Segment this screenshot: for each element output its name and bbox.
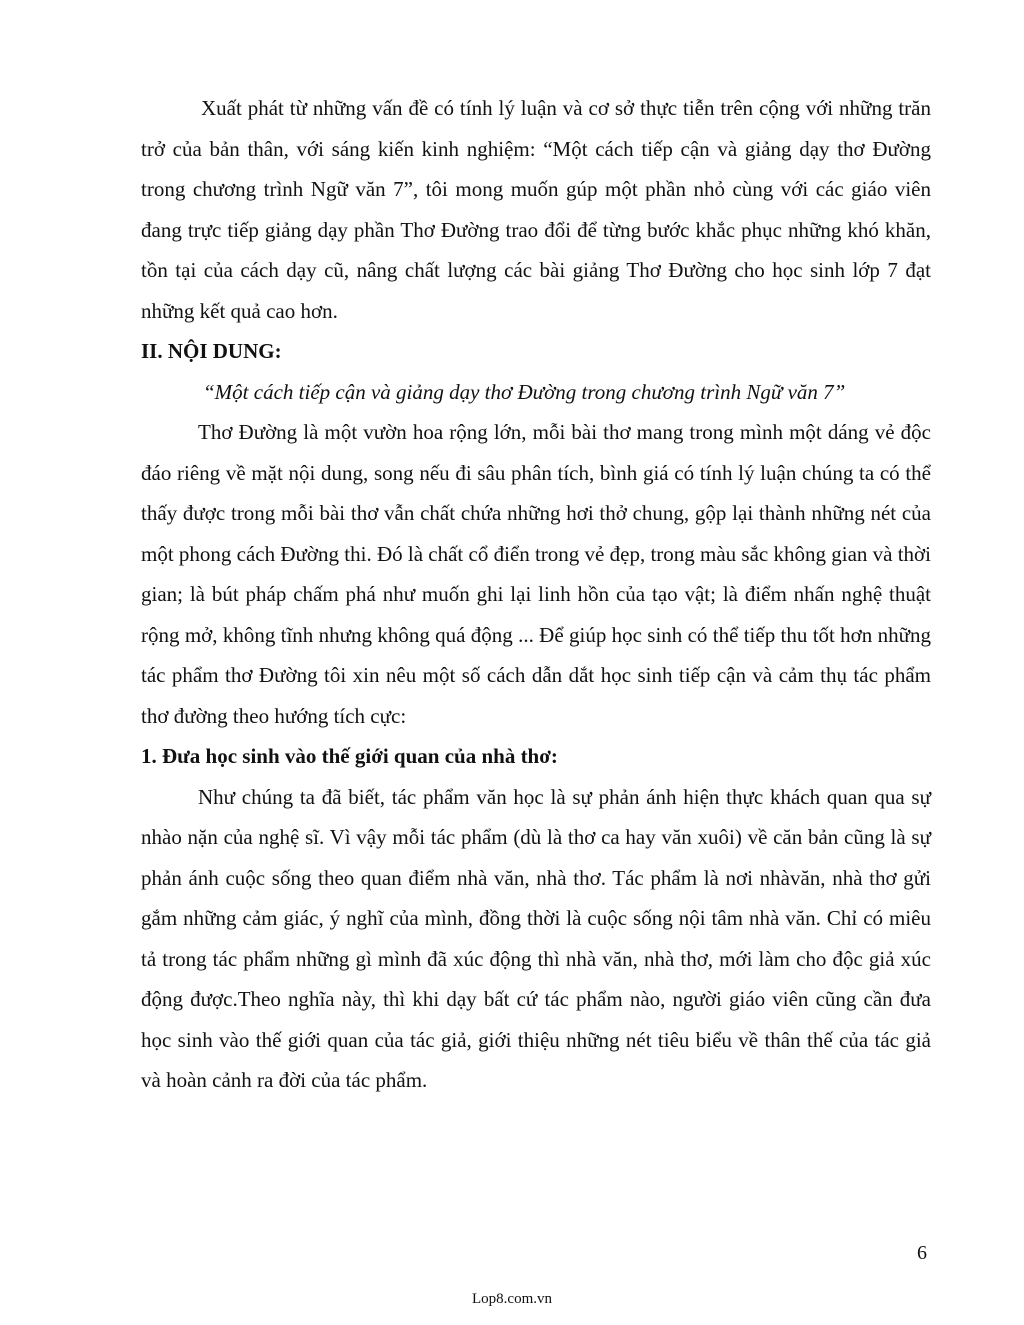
footer-watermark: Lop8.com.vn bbox=[472, 1291, 552, 1307]
page-number: 6 bbox=[917, 1242, 927, 1264]
paragraph-intro: Xuất phát từ những vấn đề có tính lý luận và cơ sở thực tiễn trên cộng với những trăn trở của bản thân, với sáng kiến kinh nghiệm: “Một cách tiếp cận và giảng dạy thơ Đường trong chương trình Ngữ văn 7”, tôi mong muốn gúp một phần nhỏ cùng với các giáo viên đang trực tiếp giảng dạy phần Thơ Đường trao đổi để từng bước khắc phục những khó khăn, tồn tại của cách dạy cũ, nâng chất lượng các bài giảng Thơ Đường cho học sinh lớp 7 đạt những kết quả cao hơn. bbox=[141, 96, 931, 323]
section-heading: II. NỘI DUNG: bbox=[141, 339, 282, 363]
paragraph-section-content: Thơ Đường là một vườn hoa rộng lớn, mỗi bài thơ mang trong mình một dáng vẻ độc đáo riêng về mặt nội dung, song nếu đi sâu phân tích, bình giá có tính lý luận chúng ta có thể thấy được trong mỗi bài thơ vẫn chất chứa những hơi thở chung, gộp lại thành những nét của một phong cách Đường thi. Đó là chất cổ điển trong vẻ đẹp, trong màu sắc không gian và thời gian; là bút pháp chấm phá như muốn ghi lại linh hồn của tạo vật; là điểm nhấn nghệ thuật rộng mở, không tĩnh nhưng không quá động ... Để giúp học sinh có thể tiếp thu tốt hơn những tác phẩm thơ Đường tôi xin nêu một số cách dẫn dắt học sinh tiếp cận và cảm thụ tác phẩm thơ đường theo hướng tích cực: bbox=[141, 420, 931, 728]
subsection-heading: 1. Đưa học sinh vào thế giới quan của nhà thơ: bbox=[141, 744, 558, 768]
document-body bbox=[141, 88, 931, 1101]
paragraph-subsection-content: Như chúng ta đã biết, tác phẩm văn học là sự phản ánh hiện thực khách quan qua sự nhào nặn của nghệ sĩ. Vì vậy mỗi tác phẩm (dù là thơ ca hay văn xuôi) về căn bản cũng là sự phản ánh cuộc sống theo quan điểm nhà văn, nhà thơ. Tác phẩm là nơi nhàvăn, nhà thơ gửi gắm những cảm giác, ý nghĩ của mình, đồng thời là cuộc sống nội tâm nhà văn. Chỉ có miêu tả trong tác phẩm những gì mình đã xúc động thì nhà văn, nhà thơ, mới làm cho độc giả xúc động được.Theo nghĩa này, thì khi dạy bất cứ tác phẩm nào, người giáo viên cũng cần đưa học sinh vào thế giới quan của tác giả, giới thiệu những nét tiêu biểu về thân thế của tác giả và hoàn cảnh ra đời của tác phẩm. bbox=[141, 784, 931, 1092]
section-subtitle: “Một cách tiếp cận và giảng dạy thơ Đường trong chương trình Ngữ văn 7” bbox=[203, 379, 846, 404]
